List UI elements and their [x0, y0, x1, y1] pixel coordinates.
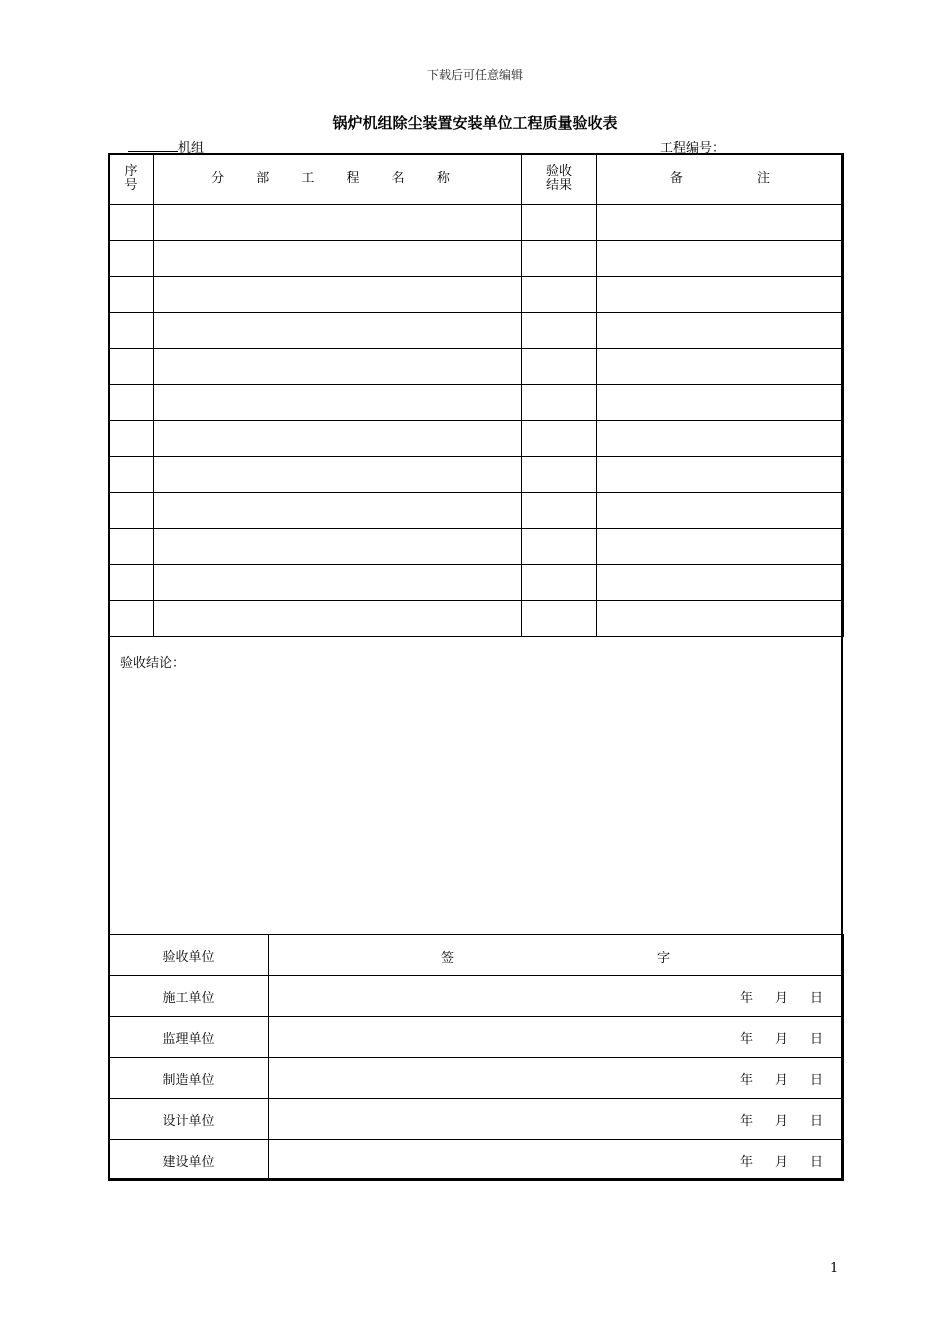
result-cell[interactable] [522, 277, 597, 313]
unit-name: 监理单位 [109, 1017, 269, 1058]
header-note: 下载后可任意编辑 [426, 68, 523, 82]
result-cell[interactable] [522, 565, 597, 601]
note-cell[interactable] [597, 457, 844, 493]
signature-table [108, 934, 844, 1181]
header-seq-line2: 号 [124, 178, 138, 193]
table-row [109, 349, 844, 385]
items-header-row [109, 154, 844, 205]
name-cell[interactable] [154, 565, 522, 601]
project-number-label: 工程编号： [660, 141, 726, 156]
unit-name: 设计单位 [109, 1099, 269, 1140]
signature-row [109, 1140, 844, 1181]
table-row [109, 457, 844, 493]
date-month: 月 [774, 1154, 788, 1170]
table-row [109, 241, 844, 277]
seq-cell[interactable] [109, 529, 154, 565]
header-note: 备 注 [597, 154, 844, 205]
date-year: 年 [739, 1072, 753, 1088]
unit-name: 施工单位 [109, 976, 269, 1017]
note-cell[interactable] [597, 601, 844, 637]
name-cell[interactable] [154, 457, 522, 493]
date-month: 月 [774, 1113, 788, 1129]
conclusion-label: 验收结论： [120, 656, 186, 671]
signature-date-cell[interactable] [269, 1140, 844, 1181]
table-row [109, 565, 844, 601]
table-row [109, 385, 844, 421]
header-result-line2: 结果 [545, 178, 572, 193]
date-year: 年 [739, 1154, 753, 1170]
signature-row [109, 976, 844, 1017]
table-row [109, 277, 844, 313]
unit-label: 机组 [178, 141, 205, 156]
seq-cell[interactable] [109, 457, 154, 493]
result-cell[interactable] [522, 205, 597, 241]
note-cell[interactable] [597, 313, 844, 349]
date-day: 日 [809, 990, 823, 1006]
name-cell[interactable] [154, 241, 522, 277]
name-cell[interactable] [154, 601, 522, 637]
date-month: 月 [774, 990, 788, 1006]
date-day: 日 [809, 1113, 823, 1129]
signature-date-cell[interactable] [269, 1017, 844, 1058]
note-cell[interactable] [597, 529, 844, 565]
signature-body [109, 976, 844, 1181]
seq-cell[interactable] [109, 205, 154, 241]
seq-cell[interactable] [109, 601, 154, 637]
seq-cell[interactable] [109, 349, 154, 385]
header-seq [109, 154, 154, 205]
unit-name: 制造单位 [109, 1058, 269, 1099]
date-month: 月 [774, 1031, 788, 1047]
page-number: 1 [830, 1261, 839, 1276]
header-name: 分 部 工 程 名 称 [154, 154, 522, 205]
result-cell[interactable] [522, 241, 597, 277]
name-cell[interactable] [154, 349, 522, 385]
table-row [109, 601, 844, 637]
note-cell[interactable] [597, 205, 844, 241]
header-result [522, 154, 597, 205]
note-cell[interactable] [597, 349, 844, 385]
table-row [109, 313, 844, 349]
table-row [109, 493, 844, 529]
signature-row [109, 1017, 844, 1058]
header-seq-line1: 序 [124, 164, 138, 179]
result-cell[interactable] [522, 349, 597, 385]
table-row [109, 421, 844, 457]
seq-cell[interactable] [109, 241, 154, 277]
date-day: 日 [809, 1072, 823, 1088]
signature-date-cell[interactable] [269, 1099, 844, 1140]
seq-cell[interactable] [109, 385, 154, 421]
signature-date-cell[interactable] [269, 976, 844, 1017]
seq-cell[interactable] [109, 313, 154, 349]
result-cell[interactable] [522, 385, 597, 421]
header-result-line1: 验收 [545, 164, 572, 179]
name-cell[interactable] [154, 529, 522, 565]
name-cell[interactable] [154, 277, 522, 313]
note-cell[interactable] [597, 277, 844, 313]
name-cell[interactable] [154, 385, 522, 421]
seq-cell[interactable] [109, 565, 154, 601]
signature-row [109, 1099, 844, 1140]
table-row [109, 529, 844, 565]
result-cell[interactable] [522, 601, 597, 637]
items-table [108, 153, 844, 637]
note-cell[interactable] [597, 493, 844, 529]
date-year: 年 [739, 1113, 753, 1129]
form-title: 锅炉机组除尘装置安装单位工程质量验收表 [332, 114, 618, 132]
unit-name: 建设单位 [109, 1140, 269, 1181]
conclusion-box [108, 638, 843, 935]
table-row [109, 205, 844, 241]
name-cell[interactable] [154, 421, 522, 457]
signature-row [109, 1058, 844, 1099]
name-cell[interactable] [154, 205, 522, 241]
sign-char-2: 字 [657, 951, 671, 966]
result-cell[interactable] [522, 313, 597, 349]
note-cell[interactable] [597, 241, 844, 277]
result-cell[interactable] [522, 493, 597, 529]
name-cell[interactable] [154, 493, 522, 529]
date-day: 日 [809, 1031, 823, 1047]
sign-char-1: 签 [441, 951, 455, 966]
date-year: 年 [739, 1031, 753, 1047]
items-body [109, 205, 844, 637]
result-cell[interactable] [522, 529, 597, 565]
seq-cell[interactable] [109, 277, 154, 313]
date-day: 日 [809, 1154, 823, 1170]
signature-header-row [109, 935, 844, 976]
note-cell[interactable] [597, 421, 844, 457]
unit-blank-field [128, 139, 178, 152]
note-cell[interactable] [597, 565, 844, 601]
name-cell[interactable] [154, 313, 522, 349]
signature-header [269, 935, 844, 976]
date-year: 年 [739, 990, 753, 1006]
acceptance-unit-header: 验收单位 [109, 935, 269, 976]
seq-cell[interactable] [109, 493, 154, 529]
result-cell[interactable] [522, 457, 597, 493]
signature-date-cell[interactable] [269, 1058, 844, 1099]
date-month: 月 [774, 1072, 788, 1088]
note-cell[interactable] [597, 385, 844, 421]
result-cell[interactable] [522, 421, 597, 457]
seq-cell[interactable] [109, 421, 154, 457]
